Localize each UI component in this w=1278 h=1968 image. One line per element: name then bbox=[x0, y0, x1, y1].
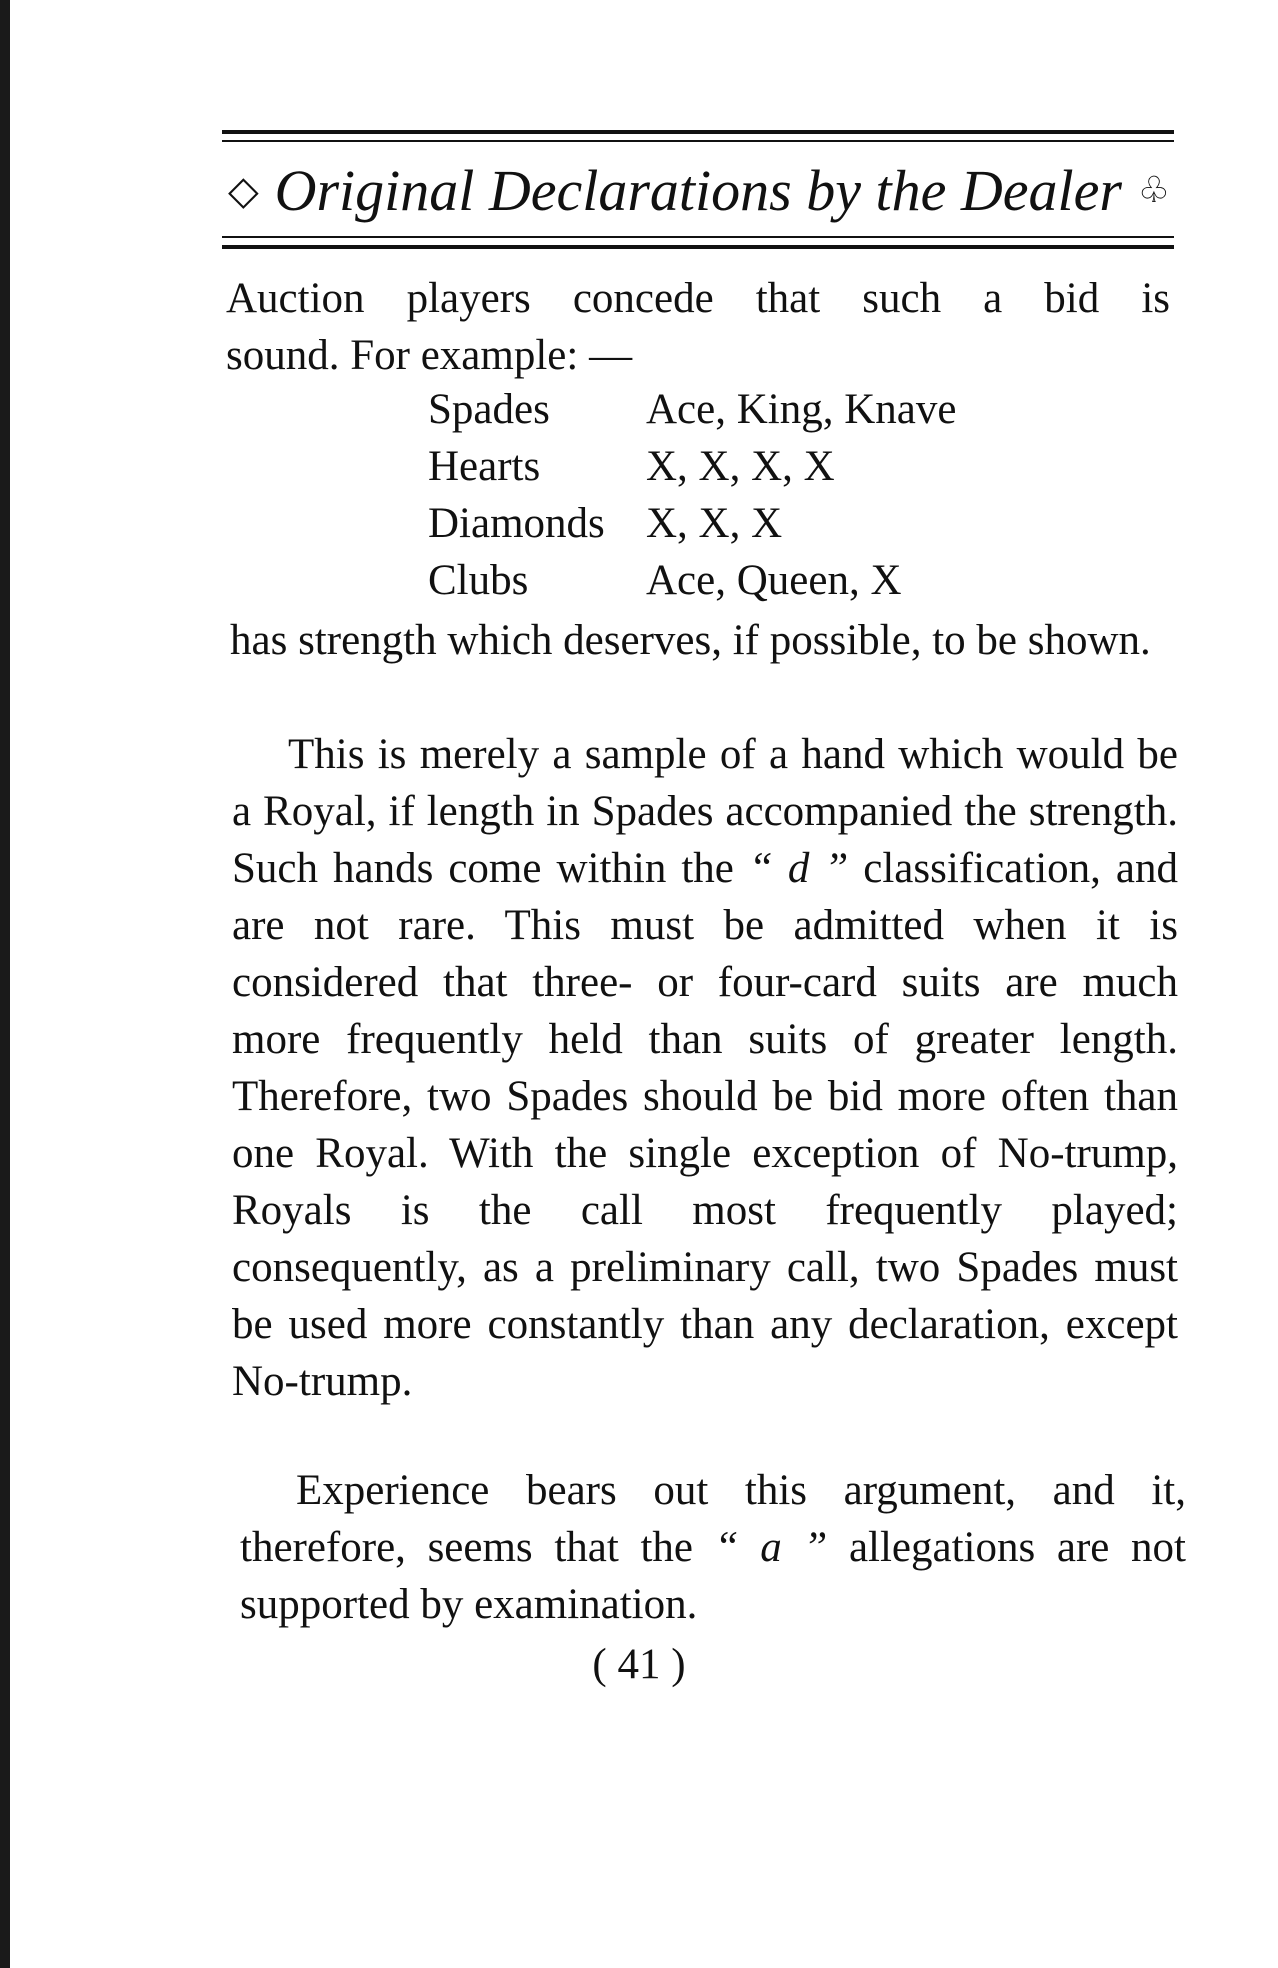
hand-row bbox=[428, 552, 956, 609]
paragraph-3 bbox=[240, 1462, 1186, 1633]
club-icon: ♧ bbox=[1137, 170, 1170, 210]
running-header bbox=[228, 150, 1170, 230]
paragraph-2 bbox=[232, 726, 1178, 1410]
hand-suit: Hearts bbox=[428, 443, 541, 490]
hand-row bbox=[428, 381, 956, 438]
header-rule-top-thin bbox=[222, 140, 1174, 142]
paragraph-2-part-1: This is merely a sample of a hand which would be a Royal, if length in Spades accompanied the strength. Such hands come within the bbox=[232, 731, 1178, 892]
hand-row bbox=[428, 495, 956, 552]
hand-cards: Ace, Queen, X bbox=[646, 557, 902, 604]
hand-cards: X, X, X bbox=[646, 500, 783, 547]
header-title: Original Declarations by the Dealer bbox=[274, 157, 1122, 223]
hand-cards: X, X, X, X bbox=[646, 443, 835, 490]
example-hand bbox=[428, 381, 956, 609]
header-rule-bottom bbox=[222, 245, 1174, 249]
paragraph-3-part-1: Experience bears out this argument, and it, therefore, seems that the bbox=[240, 1467, 1186, 1571]
hand-suit: Diamonds bbox=[428, 500, 605, 547]
hand-cards: Ace, King, Knave bbox=[646, 386, 957, 433]
hand-row bbox=[428, 438, 956, 495]
paragraph-1-line-2: sound. For example: — bbox=[226, 332, 633, 379]
header-rule-top bbox=[222, 130, 1174, 134]
paragraph-1-line-1: Auction players concede that such a bid is bbox=[226, 275, 1170, 322]
paragraph-1 bbox=[226, 270, 1170, 384]
paragraph-3-letter-a: “ a ” bbox=[714, 1524, 828, 1571]
paragraph-1-cont-text: has strength which deserves, if possible, to be shown. bbox=[230, 617, 1151, 664]
page-number: ( 41 ) bbox=[592, 1641, 686, 1688]
paragraph-1-continued bbox=[230, 612, 1174, 669]
hand-suit: Clubs bbox=[428, 557, 529, 604]
hand-suit: Spades bbox=[428, 386, 550, 433]
paragraph-2-part-2: classification, and are not rare. This must be admitted when it is considered that three- or four-card suits are much more frequently held than suits of greater length. Therefore, two Spades should be bid more often than one Royal. With the single exception of No-trump, Royals is the call most frequently played; consequently, as a preliminary call, two Spades must be used more constantly than any declaration, except No-trump. bbox=[232, 845, 1178, 1405]
diamond-icon: ◇ bbox=[228, 167, 259, 213]
paragraph-2-letter-d: “ d ” bbox=[748, 845, 849, 892]
header-rule-bottom-thin bbox=[222, 236, 1174, 238]
paragraph-3-part-2: allegations are not supported by examination. bbox=[240, 1524, 1186, 1628]
